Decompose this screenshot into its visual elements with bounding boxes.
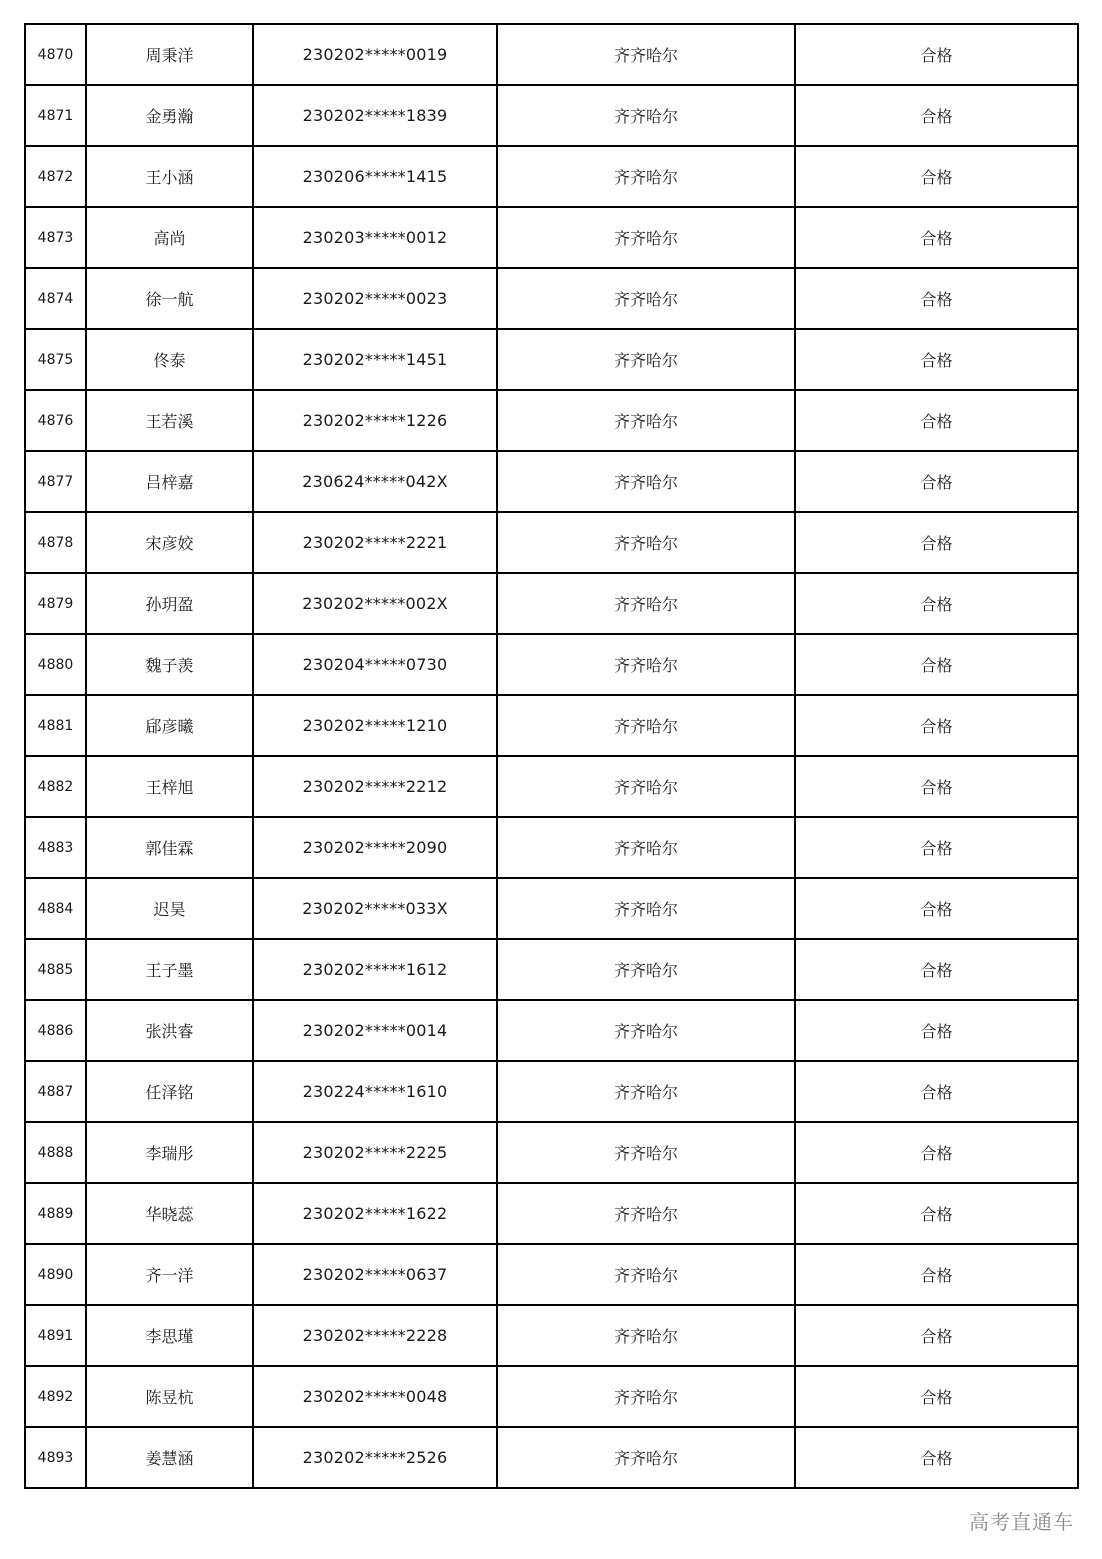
- cell-id-number: 230202*****0048: [253, 1366, 497, 1427]
- table-row: [25, 756, 1078, 817]
- cell-result: 合格: [795, 207, 1078, 268]
- cell-city: 齐齐哈尔: [497, 817, 795, 878]
- cell-id-number: 230202*****2225: [253, 1122, 497, 1183]
- cell-name: 吕梓嘉: [86, 451, 253, 512]
- roster-body: [25, 24, 1078, 1488]
- cell-name: 郭佳霖: [86, 817, 253, 878]
- cell-id-number: 230203*****0012: [253, 207, 497, 268]
- cell-id-number: 230624*****042X: [253, 451, 497, 512]
- cell-id-number: 230202*****0637: [253, 1244, 497, 1305]
- cell-result: 合格: [795, 1000, 1078, 1061]
- cell-seq: 4883: [25, 817, 86, 878]
- table-row: [25, 207, 1078, 268]
- table-row: [25, 451, 1078, 512]
- cell-seq: 4876: [25, 390, 86, 451]
- cell-name: 张洪睿: [86, 1000, 253, 1061]
- cell-id-number: 230202*****1451: [253, 329, 497, 390]
- cell-city: 齐齐哈尔: [497, 85, 795, 146]
- cell-result: 合格: [795, 1366, 1078, 1427]
- cell-result: 合格: [795, 512, 1078, 573]
- cell-city: 齐齐哈尔: [497, 1183, 795, 1244]
- cell-city: 齐齐哈尔: [497, 1244, 795, 1305]
- cell-city: 齐齐哈尔: [497, 1122, 795, 1183]
- cell-name: 任泽铭: [86, 1061, 253, 1122]
- table-row: [25, 1122, 1078, 1183]
- cell-city: 齐齐哈尔: [497, 390, 795, 451]
- table-row: [25, 1000, 1078, 1061]
- cell-city: 齐齐哈尔: [497, 1427, 795, 1488]
- cell-result: 合格: [795, 1061, 1078, 1122]
- roster-sheet: [24, 23, 1077, 1489]
- cell-seq: 4879: [25, 573, 86, 634]
- cell-seq: 4893: [25, 1427, 86, 1488]
- table-row: [25, 1244, 1078, 1305]
- cell-result: 合格: [795, 695, 1078, 756]
- cell-seq: 4890: [25, 1244, 86, 1305]
- cell-name: 齐一洋: [86, 1244, 253, 1305]
- cell-seq: 4875: [25, 329, 86, 390]
- cell-result: 合格: [795, 24, 1078, 85]
- cell-id-number: 230204*****0730: [253, 634, 497, 695]
- cell-city: 齐齐哈尔: [497, 1000, 795, 1061]
- cell-id-number: 230202*****0019: [253, 24, 497, 85]
- cell-name: 王子墨: [86, 939, 253, 1000]
- cell-seq: 4887: [25, 1061, 86, 1122]
- cell-city: 齐齐哈尔: [497, 634, 795, 695]
- cell-id-number: 230202*****1839: [253, 85, 497, 146]
- cell-name: 魏子羡: [86, 634, 253, 695]
- cell-seq: 4888: [25, 1122, 86, 1183]
- table-row: [25, 390, 1078, 451]
- cell-id-number: 230202*****2526: [253, 1427, 497, 1488]
- cell-id-number: 230202*****1622: [253, 1183, 497, 1244]
- cell-name: 姜慧涵: [86, 1427, 253, 1488]
- cell-id-number: 230202*****2228: [253, 1305, 497, 1366]
- cell-city: 齐齐哈尔: [497, 329, 795, 390]
- table-row: [25, 512, 1078, 573]
- table-row: [25, 573, 1078, 634]
- cell-seq: 4877: [25, 451, 86, 512]
- cell-result: 合格: [795, 1305, 1078, 1366]
- cell-result: 合格: [795, 634, 1078, 695]
- cell-city: 齐齐哈尔: [497, 1366, 795, 1427]
- table-row: [25, 24, 1078, 85]
- cell-seq: 4871: [25, 85, 86, 146]
- table-row: [25, 268, 1078, 329]
- cell-result: 合格: [795, 85, 1078, 146]
- cell-city: 齐齐哈尔: [497, 756, 795, 817]
- cell-seq: 4886: [25, 1000, 86, 1061]
- cell-id-number: 230206*****1415: [253, 146, 497, 207]
- cell-seq: 4885: [25, 939, 86, 1000]
- cell-id-number: 230224*****1610: [253, 1061, 497, 1122]
- cell-seq: 4881: [25, 695, 86, 756]
- cell-id-number: 230202*****2221: [253, 512, 497, 573]
- table-row: [25, 329, 1078, 390]
- cell-seq: 4892: [25, 1366, 86, 1427]
- cell-result: 合格: [795, 1427, 1078, 1488]
- cell-id-number: 230202*****1612: [253, 939, 497, 1000]
- cell-seq: 4891: [25, 1305, 86, 1366]
- cell-name: 宋彦姣: [86, 512, 253, 573]
- cell-name: 佟泰: [86, 329, 253, 390]
- cell-name: 徐一航: [86, 268, 253, 329]
- cell-seq: 4872: [25, 146, 86, 207]
- cell-result: 合格: [795, 756, 1078, 817]
- cell-name: 周秉洋: [86, 24, 253, 85]
- table-row: [25, 878, 1078, 939]
- cell-result: 合格: [795, 1244, 1078, 1305]
- cell-id-number: 230202*****033X: [253, 878, 497, 939]
- cell-seq: 4880: [25, 634, 86, 695]
- cell-result: 合格: [795, 817, 1078, 878]
- cell-city: 齐齐哈尔: [497, 695, 795, 756]
- table-row: [25, 146, 1078, 207]
- table-row: [25, 85, 1078, 146]
- cell-city: 齐齐哈尔: [497, 268, 795, 329]
- cell-seq: 4870: [25, 24, 86, 85]
- cell-name: 华晓蕊: [86, 1183, 253, 1244]
- cell-name: 陈昱杭: [86, 1366, 253, 1427]
- cell-city: 齐齐哈尔: [497, 878, 795, 939]
- cell-id-number: 230202*****1210: [253, 695, 497, 756]
- cell-result: 合格: [795, 146, 1078, 207]
- cell-id-number: 230202*****2212: [253, 756, 497, 817]
- cell-id-number: 230202*****002X: [253, 573, 497, 634]
- cell-city: 齐齐哈尔: [497, 512, 795, 573]
- cell-seq: 4889: [25, 1183, 86, 1244]
- cell-name: 迟昊: [86, 878, 253, 939]
- table-row: [25, 634, 1078, 695]
- cell-name: 王小涵: [86, 146, 253, 207]
- cell-city: 齐齐哈尔: [497, 24, 795, 85]
- cell-seq: 4873: [25, 207, 86, 268]
- cell-name: 李思瑾: [86, 1305, 253, 1366]
- cell-city: 齐齐哈尔: [497, 939, 795, 1000]
- cell-name: 高尚: [86, 207, 253, 268]
- cell-name: 金勇瀚: [86, 85, 253, 146]
- table-row: [25, 1427, 1078, 1488]
- cell-result: 合格: [795, 939, 1078, 1000]
- cell-result: 合格: [795, 878, 1078, 939]
- cell-city: 齐齐哈尔: [497, 146, 795, 207]
- table-row: [25, 1183, 1078, 1244]
- cell-name: 王梓旭: [86, 756, 253, 817]
- roster-table: [24, 23, 1079, 1489]
- cell-name: 郈彦曦: [86, 695, 253, 756]
- cell-city: 齐齐哈尔: [497, 573, 795, 634]
- cell-result: 合格: [795, 390, 1078, 451]
- cell-seq: 4882: [25, 756, 86, 817]
- cell-id-number: 230202*****0023: [253, 268, 497, 329]
- cell-id-number: 230202*****1226: [253, 390, 497, 451]
- table-row: [25, 1305, 1078, 1366]
- watermark: 高考直通车: [969, 1510, 1074, 1534]
- cell-result: 合格: [795, 451, 1078, 512]
- table-row: [25, 939, 1078, 1000]
- cell-result: 合格: [795, 1183, 1078, 1244]
- cell-result: 合格: [795, 1122, 1078, 1183]
- cell-city: 齐齐哈尔: [497, 1061, 795, 1122]
- table-row: [25, 1061, 1078, 1122]
- cell-id-number: 230202*****0014: [253, 1000, 497, 1061]
- cell-name: 王若溪: [86, 390, 253, 451]
- cell-result: 合格: [795, 268, 1078, 329]
- cell-name: 李瑞彤: [86, 1122, 253, 1183]
- cell-city: 齐齐哈尔: [497, 1305, 795, 1366]
- cell-result: 合格: [795, 329, 1078, 390]
- cell-seq: 4874: [25, 268, 86, 329]
- table-row: [25, 1366, 1078, 1427]
- cell-seq: 4884: [25, 878, 86, 939]
- cell-id-number: 230202*****2090: [253, 817, 497, 878]
- cell-city: 齐齐哈尔: [497, 207, 795, 268]
- cell-result: 合格: [795, 573, 1078, 634]
- cell-seq: 4878: [25, 512, 86, 573]
- table-row: [25, 817, 1078, 878]
- table-row: [25, 695, 1078, 756]
- cell-city: 齐齐哈尔: [497, 451, 795, 512]
- cell-name: 孙玥盈: [86, 573, 253, 634]
